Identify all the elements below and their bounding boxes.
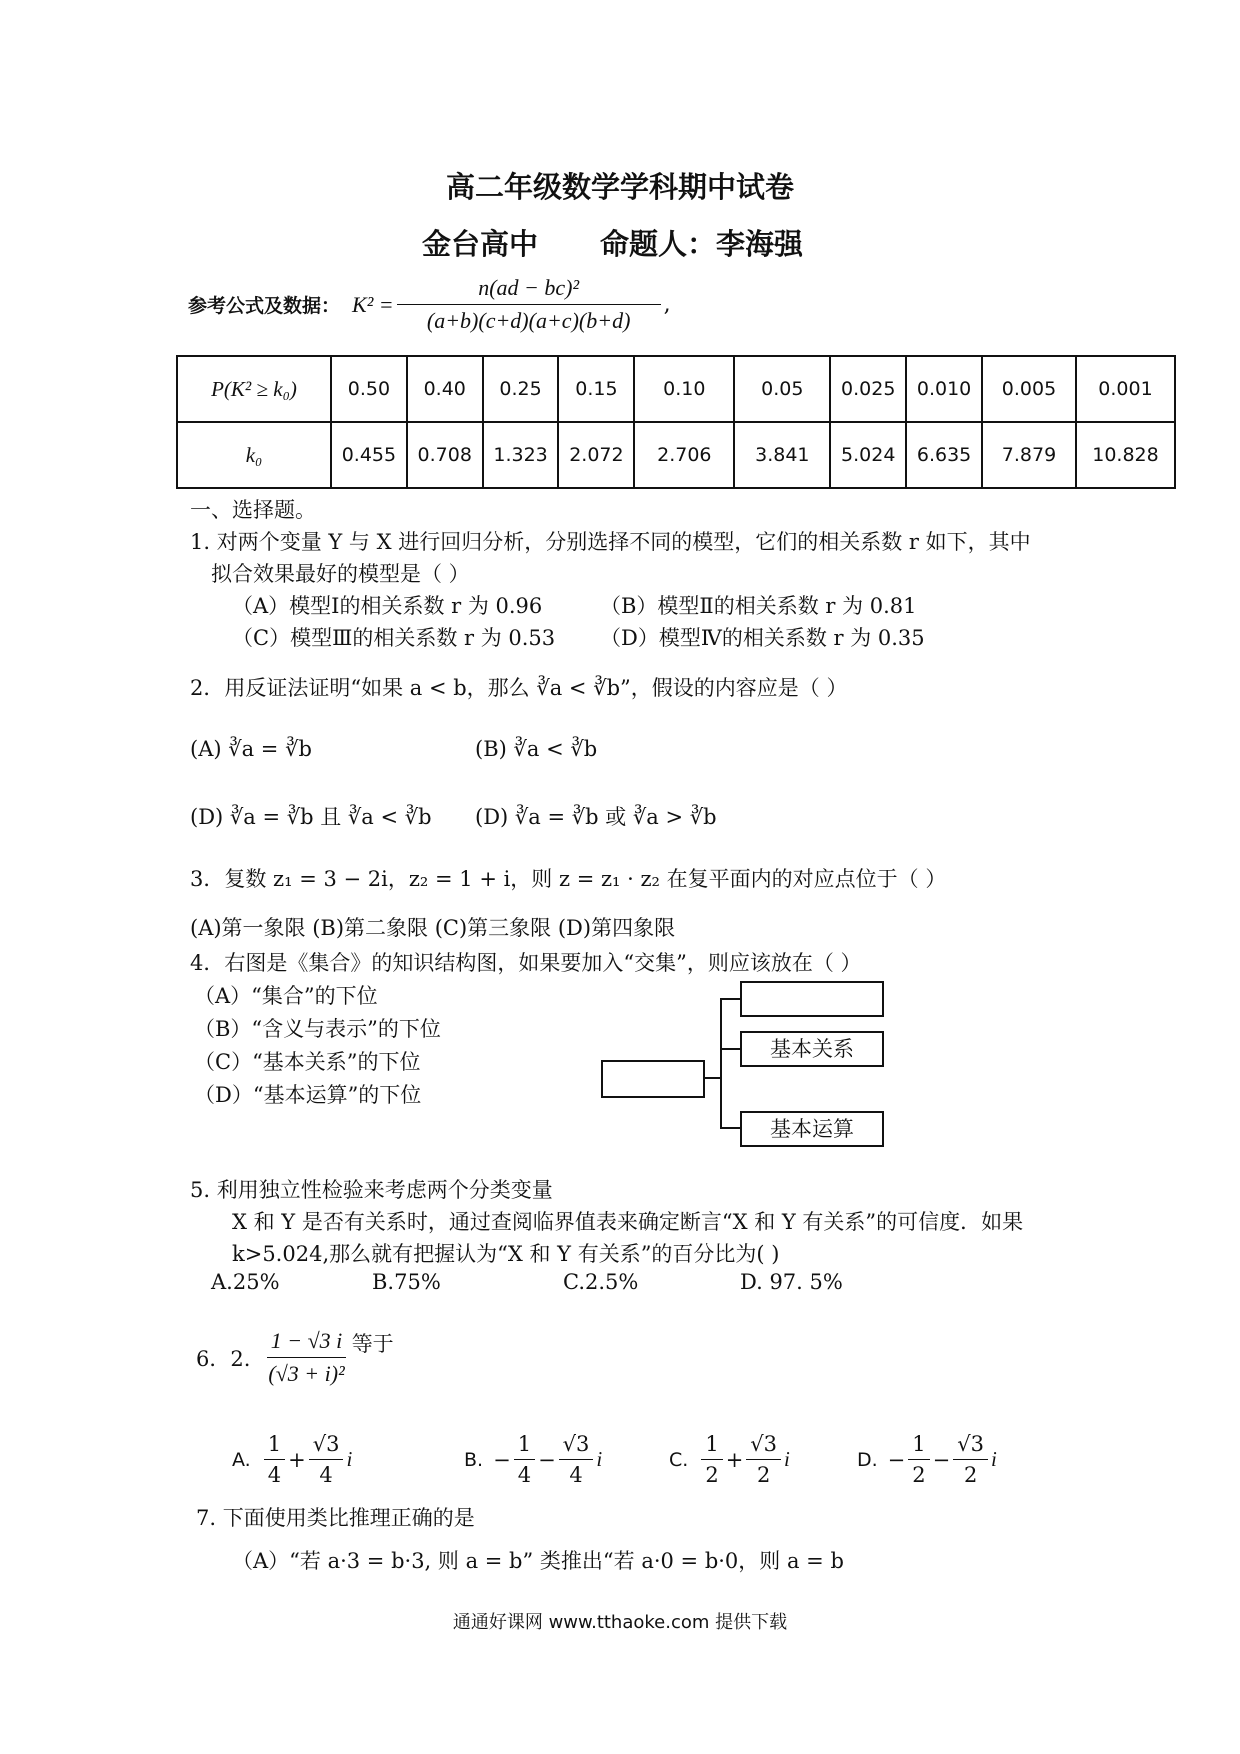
q1-option-a: （A）模型Ⅰ的相关系数 r 为 0.96 <box>232 594 543 618</box>
q3-stem: 3．复数 z₁ = 3 − 2i，z₂ = 1 + i，则 z = z₁ · z₂ 在复平面内的对应点位于（ ） <box>190 867 947 891</box>
q6-num: √3 <box>309 1432 344 1460</box>
table-cell: 7.879 <box>982 422 1076 488</box>
q6-sign: − <box>493 1447 511 1472</box>
q5-stem-line3: k>5.024,那么就有把握认为“X 和 Y 有关系”的百分比为( ) <box>232 1242 780 1266</box>
table-cell: 0.50 <box>331 356 407 422</box>
page-title: 高二年级数学学科期中试卷 <box>445 170 794 204</box>
q1-stem-line2: 拟合效果最好的模型是（ ） <box>211 562 470 586</box>
page-footer: 通通好课网 www.tthaoke.com 提供下载 <box>452 1612 788 1633</box>
section-heading: 一、选择题。 <box>190 498 316 522</box>
q1-stem-line1: 1. 对两个变量 Y 与 X 进行回归分析，分别选择不同的模型，它们的相关系数 r 如下，其中 <box>190 530 1031 554</box>
q6-option-c <box>669 1432 790 1487</box>
q6-stem <box>196 1328 394 1387</box>
q6-den: 4 <box>319 1463 333 1487</box>
q6-num: √3 <box>953 1432 988 1460</box>
diagram-connector <box>720 998 722 1129</box>
q6-op: − <box>538 1447 556 1472</box>
q6-num: 1 <box>514 1432 535 1460</box>
q2-option-b: (B) ∛a < ∛b <box>475 737 598 761</box>
q6-option-label: B. <box>464 1448 484 1471</box>
formula-numerator: n(ad − bc)² <box>397 275 661 305</box>
q1-option-c: （C）模型Ⅲ的相关系数 r 为 0.53 <box>232 626 556 650</box>
critical-value-table <box>176 355 1176 489</box>
q7-stem: 7. 下面使用类比推理正确的是 <box>196 1506 475 1530</box>
q2-option-a: (A) ∛a = ∛b <box>190 737 312 761</box>
q6-den: 2 <box>705 1463 719 1487</box>
formula-denominator: (a+b)(c+d)(a+c)(b+d) <box>426 308 631 333</box>
formula-trailing: , <box>663 292 671 317</box>
q5-stem-line1: 5. 利用独立性检验来考虑两个分类变量 <box>190 1178 553 1202</box>
table-cell: 2.706 <box>634 422 734 488</box>
q6-op: − <box>932 1447 951 1472</box>
q5-stem-line2: X 和 Y 是否有关系时，通过查阅临界值表来确定断言“X 和 Y 有关系”的可信度．如果 <box>232 1210 1024 1234</box>
q4-option-d: （D）“基本运算”的下位 <box>194 1083 422 1107</box>
q6-num: √3 <box>746 1432 781 1460</box>
q6-option-label: D. <box>857 1448 878 1471</box>
q1-option-b: （B）模型Ⅱ的相关系数 r 为 0.81 <box>600 594 917 618</box>
table-cell: 0.010 <box>906 356 982 422</box>
q6-imag-unit: i <box>596 1447 603 1471</box>
q6-den: 4 <box>267 1463 282 1487</box>
table-header-probability: P(K² ≥ k₀) <box>177 356 331 422</box>
q1-option-d: （D）模型Ⅳ的相关系数 r 为 0.35 <box>600 626 925 650</box>
q6-prefix: 6．2. <box>196 1346 251 1371</box>
q4-option-a: （A）“集合”的下位 <box>194 984 378 1008</box>
formula-fraction <box>397 275 661 334</box>
q5-option-a: A.25% <box>211 1270 280 1294</box>
school-name: 金台高中 <box>422 227 539 261</box>
q6-suffix: 等于 <box>351 1331 394 1356</box>
author: 命题人：李海强 <box>600 227 804 261</box>
formula-lhs: K² = <box>352 291 394 317</box>
table-cell: 0.05 <box>734 356 830 422</box>
q6-denominator: (√3 + i)² <box>268 1361 345 1386</box>
q5-option-b: B.75% <box>372 1270 441 1294</box>
q6-num: 1 <box>701 1432 722 1460</box>
q5-option-c: C.2.5% <box>563 1270 639 1294</box>
q6-den: 4 <box>517 1463 532 1487</box>
table-cell: 0.005 <box>982 356 1076 422</box>
q6-fraction <box>264 1328 348 1387</box>
table-row <box>177 422 1175 488</box>
table-cell: 2.072 <box>558 422 634 488</box>
table-cell: 0.455 <box>331 422 407 488</box>
q6-op: + <box>725 1447 744 1472</box>
q6-num: √3 <box>559 1432 594 1460</box>
diagram-child-box-1 <box>740 981 884 1017</box>
q2-option-d: (D) ∛a = ∛b 或 ∛a > ∛b <box>475 805 717 829</box>
diagram-connector <box>720 1048 740 1050</box>
table-cell: 3.841 <box>734 422 830 488</box>
q6-den: 4 <box>569 1463 583 1487</box>
table-cell: 0.708 <box>407 422 483 488</box>
diagram-connector <box>705 1077 721 1079</box>
q6-den: 2 <box>963 1463 978 1487</box>
q6-option-label: C. <box>669 1448 689 1471</box>
q4-option-c: （C）“基本关系”的下位 <box>194 1050 421 1074</box>
diagram-child-box-3: 基本运算 <box>740 1111 884 1147</box>
q4-stem: 4．右图是《集合》的知识结构图，如果要加入“交集”，则应该放在（ ） <box>190 951 862 975</box>
diagram-root-box <box>601 1060 705 1098</box>
table-row <box>177 356 1175 422</box>
diagram-connector <box>720 998 740 1000</box>
q3-options: (A)第一象限 (B)第二象限 (C)第三象限 (D)第四象限 <box>190 916 676 940</box>
table-cell: 6.635 <box>906 422 982 488</box>
diagram-child-box-2: 基本关系 <box>740 1031 884 1067</box>
q6-op: + <box>288 1447 306 1472</box>
diagram-connector <box>720 1127 740 1129</box>
q6-den: 2 <box>912 1463 926 1487</box>
table-cell: 0.25 <box>483 356 559 422</box>
q6-option-b <box>464 1432 602 1487</box>
q6-den: 2 <box>756 1463 771 1487</box>
q6-num: 1 <box>264 1432 285 1460</box>
q2-option-c: (D) ∛a = ∛b 且 ∛a < ∛b <box>190 805 432 829</box>
table-cell: 0.40 <box>407 356 483 422</box>
q2-stem: 2．用反证法证明“如果 a < b，那么 ∛a < ∛b”，假设的内容应是（ ） <box>190 676 848 700</box>
table-cell: 0.001 <box>1076 356 1175 422</box>
table-cell: 0.10 <box>634 356 734 422</box>
q6-option-a <box>232 1432 352 1487</box>
table-cell: 1.323 <box>483 422 559 488</box>
q5-option-d: D. 97. 5% <box>740 1270 843 1294</box>
q6-imag-unit: i <box>346 1447 353 1471</box>
q4-option-b: （B）“含义与表示”的下位 <box>194 1017 441 1041</box>
table-cell: 0.15 <box>558 356 634 422</box>
table-cell: 5.024 <box>830 422 906 488</box>
q6-num: 1 <box>908 1432 929 1460</box>
table-cell: 0.025 <box>830 356 906 422</box>
q6-option-d <box>857 1432 997 1487</box>
q6-sign: − <box>887 1447 906 1472</box>
table-header-k: k₀ <box>177 422 331 488</box>
q7-option-a: （A）“若 a·3 = b·3, 则 a = b” 类推出“若 a·0 = b·0，则 a = b <box>232 1549 844 1573</box>
formula-label: 参考公式及数据： <box>188 295 341 317</box>
q6-imag-unit: i <box>991 1447 997 1471</box>
q6-numerator: 1 − √3 i <box>267 1328 347 1358</box>
q6-imag-unit: i <box>784 1447 790 1471</box>
q6-option-label: A. <box>232 1448 251 1471</box>
reference-formula <box>188 275 671 334</box>
table-cell: 10.828 <box>1076 422 1175 488</box>
